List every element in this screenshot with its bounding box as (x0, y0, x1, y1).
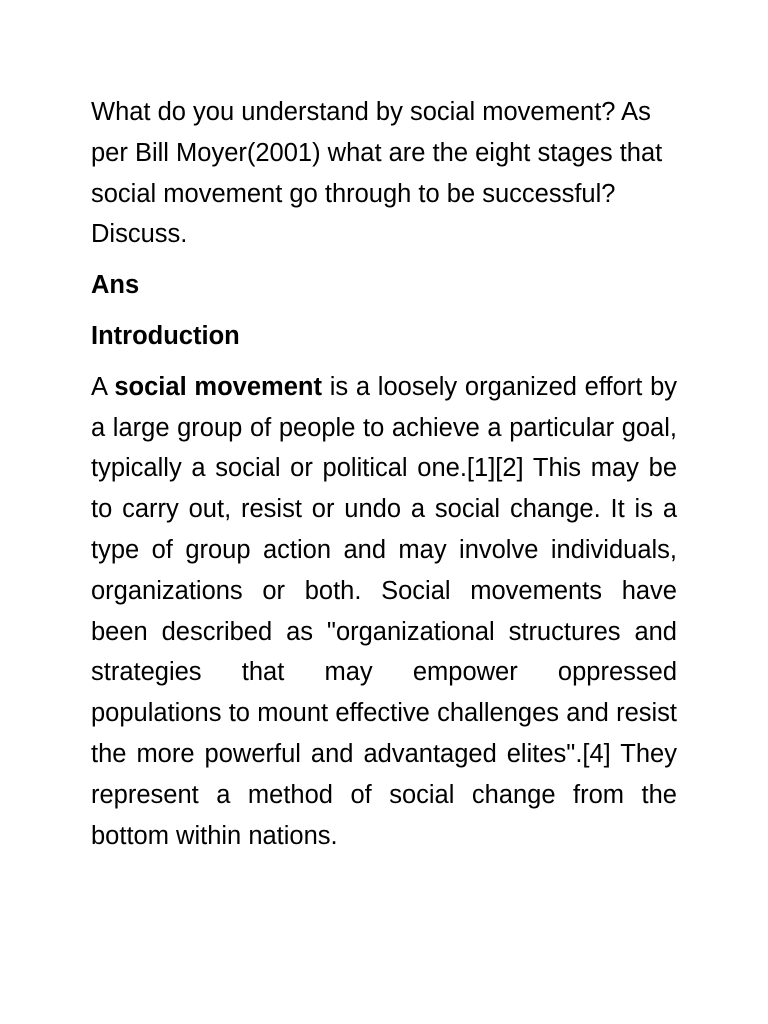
defined-term: social movement (114, 372, 322, 401)
body-paragraph (91, 367, 677, 857)
question-text: What do you understand by social movement? As per Bill Moyer(2001) what are the eight stages that social movement go through to be successful? Discuss. (91, 98, 663, 249)
paragraph-lead: A (91, 372, 115, 401)
paragraph-text: is a loosely organized effort by a large group of people to achieve a particular goal, typically a social or political one.[1][2] This may be to carry out, resist or undo a social change. It is a type of group action and may involve individuals, organizations or both. Social movements have been described as "organizational structures and strategies that may empower oppressed populations to mount effective challenges and resist the more powerful and advantaged elites".[4] They represent a method of social change from the bottom within nations. (91, 372, 678, 850)
document-page (91, 92, 677, 856)
section-heading: Introduction (91, 321, 240, 350)
answer-label: Ans (91, 271, 140, 300)
